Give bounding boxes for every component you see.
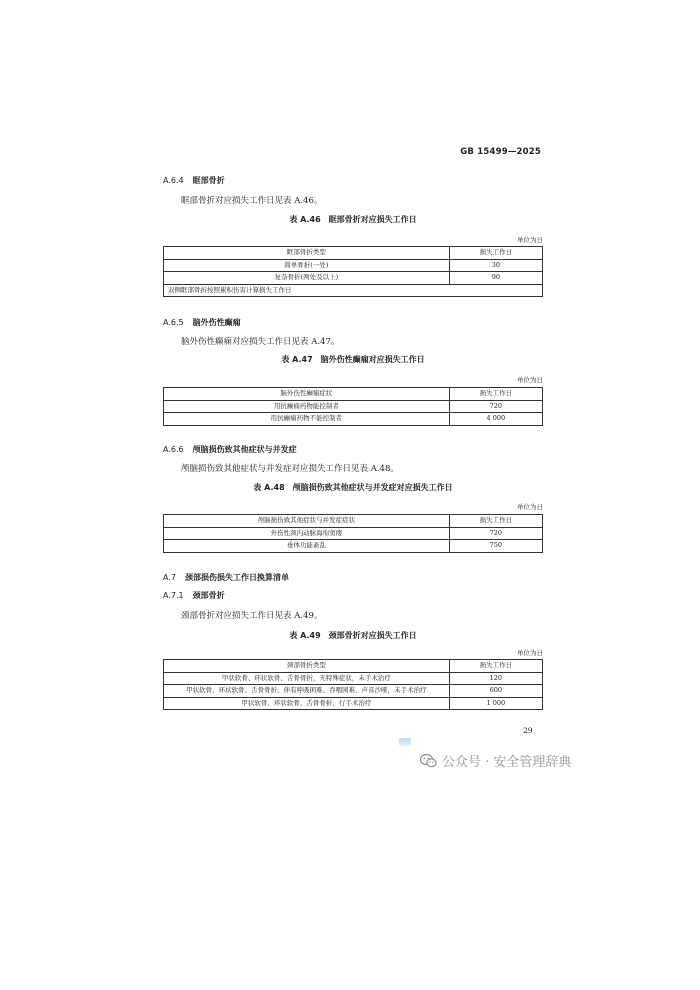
- table-cell: 用抗癫痫药物不能控制者: [164, 413, 450, 426]
- watermark-logo: [399, 738, 411, 746]
- table-a49: [163, 659, 543, 710]
- paragraph-a71: 颈部骨折对应损失工作日见表 A.49。: [181, 611, 323, 621]
- table-row: [164, 685, 543, 698]
- table-cell: 用抗癫痫药物能控制者: [164, 400, 450, 413]
- table-caption-a47: [163, 354, 543, 365]
- table-cell: 甲状软骨、环状软骨、舌骨骨折，行手术治疗: [164, 697, 450, 710]
- column-header: 颅脑损伤致其他症状与并发症症状: [164, 515, 450, 528]
- table-number: 表 A.47: [281, 355, 313, 364]
- table-row: [164, 259, 543, 272]
- table-cell: 外伤性颈内动脉海绵窦瘘: [164, 527, 450, 540]
- section-heading-a71: [163, 590, 225, 601]
- table-cell: 简单骨折(一处): [164, 259, 450, 272]
- table-row: [164, 540, 543, 553]
- column-header: 损失工作日: [449, 247, 542, 260]
- table-row: [164, 272, 543, 285]
- table-number: 表 A.46: [289, 215, 321, 224]
- wechat-icon: [420, 754, 437, 768]
- section-number: A.6.6: [163, 445, 184, 454]
- table-header-row: [164, 515, 543, 528]
- table-number: 表 A.49: [289, 631, 321, 640]
- section-number: A.7.1: [163, 591, 184, 600]
- watermark: [420, 751, 571, 770]
- table-note-row: [164, 284, 543, 297]
- table-cell: 垂体功能紊乱: [164, 540, 450, 553]
- table-cell: 90: [449, 272, 542, 285]
- column-header: 脑外伤性癫痫症状: [164, 388, 450, 401]
- table-caption-a46: [163, 214, 543, 225]
- table-cell: 复杂骨折(两处及以上): [164, 272, 450, 285]
- table-header-row: [164, 388, 543, 401]
- table-cell: 甲状软骨、环状软骨、舌骨骨折，伴有呼吸困难、吞咽困难、声音沙哑，未手术治疗: [164, 685, 450, 698]
- column-header: 损失工作日: [449, 660, 542, 673]
- table-note: 双侧眶部骨折按照累积伤害计算损失工作日: [164, 284, 543, 297]
- table-header-row: [164, 247, 543, 260]
- section-heading-a65: [163, 317, 241, 328]
- section-title: 颈部损伤损失工作日换算清单: [184, 573, 289, 582]
- table-header-row: [164, 660, 543, 673]
- table-number: 表 A.48: [253, 483, 285, 492]
- section-title: 颅脑损伤致其他症状与并发症: [192, 445, 297, 454]
- unit-label: 单位为日: [517, 503, 543, 511]
- table-title: 脑外伤性癫痫对应损失工作日: [320, 355, 425, 364]
- unit-label: 单位为日: [517, 236, 543, 244]
- table-a46: [163, 246, 543, 297]
- table-row: [164, 400, 543, 413]
- table-cell: 600: [449, 685, 542, 698]
- column-header: 眶部骨折类型: [164, 247, 450, 260]
- unit-label: 单位为日: [517, 649, 543, 657]
- unit-label: 单位为日: [517, 376, 543, 384]
- standard-code: GB 15499—2025: [460, 147, 541, 157]
- table-cell: 4 000: [449, 413, 542, 426]
- column-header: 损失工作日: [449, 388, 542, 401]
- table-cell: 30: [449, 259, 542, 272]
- section-title: 颈部骨折: [192, 591, 225, 600]
- table-caption-a49: [163, 630, 543, 641]
- table-a47: [163, 387, 543, 426]
- page-number: 29: [523, 726, 533, 735]
- section-number: A.7: [163, 573, 176, 582]
- column-header: 颈部骨折类型: [164, 660, 450, 673]
- table-cell: 750: [449, 540, 542, 553]
- section-number: A.6.4: [163, 176, 184, 185]
- table-row: [164, 413, 543, 426]
- table-row: [164, 697, 543, 710]
- table-row: [164, 527, 543, 540]
- table-title: 颈部骨折对应损失工作日: [328, 631, 417, 640]
- table-caption-a48: [163, 482, 543, 493]
- watermark-text: 公众号 · 安全管理辞典: [442, 755, 572, 770]
- section-heading-a7: [163, 572, 289, 583]
- section-number: A.6.5: [163, 318, 184, 327]
- table-cell: 720: [449, 400, 542, 413]
- section-heading-a66: [163, 444, 297, 455]
- table-cell: 720: [449, 527, 542, 540]
- table-cell: 甲状软骨、环状软骨、舌骨骨折，无特殊症状，未手术治疗: [164, 672, 450, 685]
- column-header: 损失工作日: [449, 515, 542, 528]
- section-title: 眶部骨折: [192, 176, 225, 185]
- table-row: [164, 672, 543, 685]
- table-title: 眶部骨折对应损失工作日: [328, 215, 417, 224]
- table-a48: [163, 514, 543, 553]
- paragraph-a646: 眶部骨折对应损失工作日见表 A.46。: [181, 196, 323, 206]
- paragraph-a65: 脑外伤性癫痫对应损失工作日见表 A.47。: [181, 337, 340, 347]
- section-title: 脑外伤性癫痫: [192, 318, 241, 327]
- table-cell: 1 000: [449, 697, 542, 710]
- table-title: 颅脑损伤致其他症状与并发症对应损失工作日: [292, 483, 453, 492]
- table-cell: 120: [449, 672, 542, 685]
- section-heading-a646: [163, 175, 225, 186]
- paragraph-a66: 颅脑损伤致其他症状与并发症对应损失工作日见表 A.48。: [181, 464, 399, 474]
